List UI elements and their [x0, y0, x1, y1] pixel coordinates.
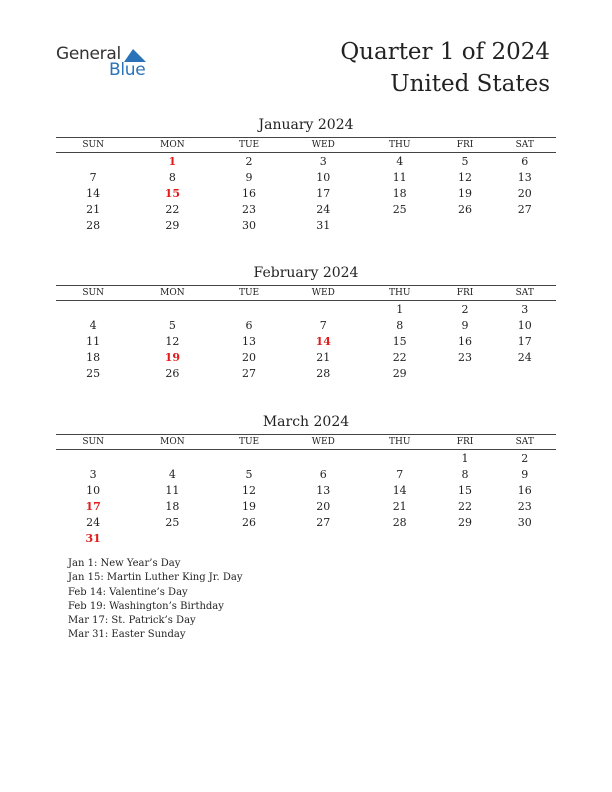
day-cell: 9	[521, 467, 529, 481]
day-cell: 14	[315, 334, 331, 348]
week-row	[56, 450, 556, 467]
day-cell: 6	[521, 154, 529, 168]
day-cell: 28	[392, 515, 407, 529]
day-cell: 18	[165, 499, 180, 513]
day-cell: 15	[457, 483, 472, 497]
holiday-item: Feb 19: Washington’s Birthday	[68, 600, 224, 612]
day-cell: 31	[85, 531, 101, 545]
day-cell: 17	[517, 334, 532, 348]
empty-day-cell	[363, 530, 437, 546]
day-cell: 4	[396, 154, 404, 168]
day-cell: 24	[517, 350, 532, 364]
empty-day-cell	[214, 530, 283, 546]
empty-day-cell	[284, 301, 363, 318]
day-cell: 20	[242, 350, 257, 364]
empty-day-cell	[214, 450, 283, 467]
day-cell: 1	[461, 451, 469, 465]
weekday-header: FRI	[437, 138, 494, 153]
calendar-grid	[56, 137, 556, 233]
day-cell: 15	[392, 334, 407, 348]
empty-day-cell	[437, 217, 494, 233]
holiday-item: Mar 31: Easter Sunday	[68, 629, 186, 641]
day-cell: 26	[242, 515, 257, 529]
day-cell: 19	[164, 350, 181, 364]
day-cell: 23	[457, 350, 472, 364]
day-cell: 10	[517, 318, 532, 332]
day-cell: 2	[461, 302, 469, 316]
day-cell: 29	[392, 366, 407, 380]
day-cell: 21	[316, 350, 331, 364]
week-row	[56, 185, 556, 201]
day-cell: 13	[242, 334, 257, 348]
title-country: United States	[390, 71, 550, 97]
day-cell: 6	[319, 467, 327, 481]
day-cell: 7	[396, 467, 404, 481]
day-cell: 3	[521, 302, 529, 316]
weekday-header: WED	[284, 435, 363, 450]
day-cell: 19	[242, 499, 257, 513]
day-cell: 26	[457, 202, 472, 216]
day-cell: 5	[245, 467, 253, 481]
month-calendar-february	[56, 265, 556, 381]
day-cell: 2	[245, 154, 253, 168]
empty-day-cell	[56, 153, 130, 170]
day-cell: 21	[392, 499, 407, 513]
day-cell: 11	[165, 483, 180, 497]
day-cell: 18	[86, 350, 101, 364]
day-cell: 20	[517, 186, 532, 200]
logo-general-text: General	[56, 44, 121, 64]
day-cell: 21	[86, 202, 101, 216]
day-cell: 7	[319, 318, 327, 332]
week-row	[56, 365, 556, 381]
day-cell: 31	[316, 218, 331, 232]
month-calendar-march	[56, 414, 556, 546]
day-cell: 12	[242, 483, 257, 497]
empty-day-cell	[437, 530, 494, 546]
day-cell: 1	[396, 302, 404, 316]
calendar-grid	[56, 434, 556, 546]
day-cell: 27	[316, 515, 331, 529]
weekday-header: TUE	[214, 435, 283, 450]
holiday-item: Jan 15: Martin Luther King Jr. Day	[68, 572, 243, 584]
day-cell: 25	[86, 366, 101, 380]
day-cell: 9	[461, 318, 469, 332]
day-cell: 10	[86, 483, 101, 497]
day-cell: 28	[316, 366, 331, 380]
day-cell: 15	[164, 186, 181, 200]
day-cell: 25	[392, 202, 407, 216]
empty-day-cell	[363, 450, 437, 467]
empty-day-cell	[363, 217, 437, 233]
empty-day-cell	[130, 450, 214, 467]
calendar-grid	[56, 285, 556, 381]
weekday-header: MON	[130, 286, 214, 301]
empty-day-cell	[130, 301, 214, 318]
week-row	[56, 333, 556, 349]
weekday-header: SUN	[56, 138, 130, 153]
week-row	[56, 153, 556, 170]
empty-day-cell	[56, 301, 130, 318]
day-cell: 11	[392, 170, 407, 184]
day-cell: 20	[316, 499, 331, 513]
day-cell: 8	[396, 318, 404, 332]
week-row	[56, 466, 556, 482]
day-cell: 12	[457, 170, 472, 184]
week-row	[56, 317, 556, 333]
day-cell: 13	[316, 483, 331, 497]
day-cell: 16	[242, 186, 257, 200]
weekday-header: THU	[363, 138, 437, 153]
week-row	[56, 349, 556, 365]
weekday-header: FRI	[437, 435, 494, 450]
day-cell: 14	[86, 186, 101, 200]
day-cell: 5	[461, 154, 469, 168]
empty-day-cell	[493, 217, 556, 233]
empty-day-cell	[214, 301, 283, 318]
day-cell: 4	[89, 318, 97, 332]
day-cell: 29	[457, 515, 472, 529]
weekday-header: TUE	[214, 286, 283, 301]
weekday-header: SAT	[493, 286, 556, 301]
day-cell: 13	[517, 170, 532, 184]
day-cell: 12	[165, 334, 180, 348]
month-calendar-january	[56, 117, 556, 233]
week-row	[56, 498, 556, 514]
weekday-header: WED	[284, 138, 363, 153]
empty-day-cell	[493, 530, 556, 546]
weekday-header: TUE	[214, 138, 283, 153]
day-cell: 28	[86, 218, 101, 232]
logo-blue-text: Blue	[109, 60, 146, 80]
empty-day-cell	[130, 530, 214, 546]
day-cell: 6	[245, 318, 253, 332]
day-cell: 7	[89, 170, 97, 184]
week-row	[56, 482, 556, 498]
weekday-header: SAT	[493, 138, 556, 153]
day-cell: 16	[457, 334, 472, 348]
month-title: January 2024	[258, 117, 354, 133]
week-row	[56, 301, 556, 318]
weekday-header: THU	[363, 435, 437, 450]
day-cell: 23	[517, 499, 532, 513]
logo	[56, 44, 156, 84]
day-cell: 16	[517, 483, 532, 497]
weekday-header: WED	[284, 286, 363, 301]
week-row	[56, 514, 556, 530]
empty-day-cell	[284, 530, 363, 546]
day-cell: 14	[392, 483, 407, 497]
day-cell: 27	[242, 366, 257, 380]
weekday-header: SAT	[493, 435, 556, 450]
day-cell: 4	[168, 467, 176, 481]
empty-day-cell	[284, 450, 363, 467]
day-cell: 3	[319, 154, 327, 168]
day-cell: 17	[316, 186, 331, 200]
holiday-item: Mar 17: St. Patrick’s Day	[68, 615, 196, 627]
holiday-item: Feb 14: Valentine’s Day	[68, 586, 188, 598]
month-title: March 2024	[262, 414, 350, 430]
day-cell: 10	[316, 170, 331, 184]
day-cell: 24	[86, 515, 101, 529]
day-cell: 23	[242, 202, 257, 216]
day-cell: 8	[461, 467, 469, 481]
day-cell: 22	[392, 350, 407, 364]
month-title: February 2024	[253, 265, 359, 281]
day-cell: 22	[165, 202, 180, 216]
day-cell: 24	[316, 202, 331, 216]
week-row	[56, 169, 556, 185]
day-cell: 11	[86, 334, 101, 348]
day-cell: 29	[165, 218, 180, 232]
weekday-header: SUN	[56, 435, 130, 450]
day-cell: 19	[457, 186, 472, 200]
day-cell: 9	[245, 170, 253, 184]
day-cell: 18	[392, 186, 407, 200]
day-cell: 1	[168, 154, 177, 168]
title-quarter: Quarter 1 of 2024	[340, 39, 550, 65]
day-cell: 30	[242, 218, 257, 232]
empty-day-cell	[493, 365, 556, 381]
weekday-header: THU	[363, 286, 437, 301]
day-cell: 2	[521, 451, 529, 465]
weekday-header: SUN	[56, 286, 130, 301]
weekday-header: MON	[130, 138, 214, 153]
weekday-header: FRI	[437, 286, 494, 301]
empty-day-cell	[437, 365, 494, 381]
holiday-item: Jan 1: New Year’s Day	[68, 558, 181, 569]
weekday-header: MON	[130, 435, 214, 450]
day-cell: 3	[89, 467, 97, 481]
empty-day-cell	[56, 450, 130, 467]
holiday-list	[68, 557, 242, 643]
day-cell: 30	[517, 515, 532, 529]
day-cell: 25	[165, 515, 180, 529]
day-cell: 22	[457, 499, 472, 513]
week-row	[56, 201, 556, 217]
day-cell: 26	[165, 366, 180, 380]
page-title	[340, 36, 550, 100]
week-row	[56, 217, 556, 233]
day-cell: 17	[85, 499, 101, 513]
week-row	[56, 530, 556, 546]
day-cell: 8	[168, 170, 176, 184]
day-cell: 5	[168, 318, 176, 332]
day-cell: 27	[517, 202, 532, 216]
